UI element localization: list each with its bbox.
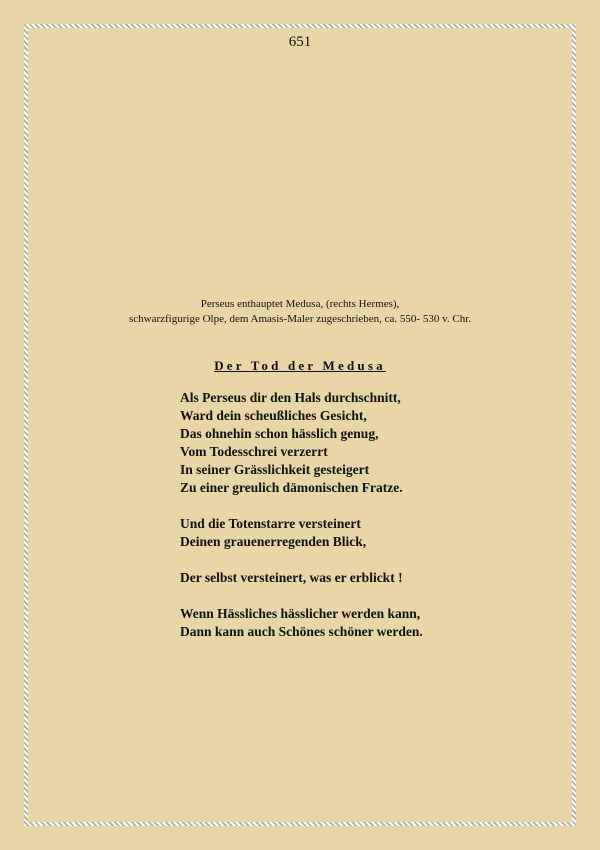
poem-line: Vom Todesschrei verzerrt [180, 444, 328, 459]
poem-line: Dann kann auch Schönes schöner werden. [180, 624, 423, 639]
caption-line: schwarzfigurige Olpe, dem Amasis-Maler zugeschrieben, ca. 550- 530 v. Chr. [128, 313, 471, 325]
poem-body [180, 389, 560, 659]
poem-line: Wenn Hässliches hässlicher werden kann, [180, 606, 421, 621]
poem-line: Als Perseus dir den Hals durchschnitt, [180, 390, 401, 405]
poem-stanza [180, 569, 560, 587]
caption-line: Perseus enthauptet Medusa, (rechts Hermes), [200, 298, 400, 310]
page-number: 651 [288, 34, 312, 50]
poem-line: Zu einer greulich dämonischen Fratze. [180, 480, 403, 495]
image-caption [0, 297, 600, 327]
poem-line: Deinen grauenerregenden Blick, [180, 534, 367, 549]
poem-stanza [180, 389, 560, 497]
poem-line: Ward dein scheußliches Gesicht, [180, 408, 367, 423]
poem-line: In seiner Grässlichkeit gesteigert [180, 462, 370, 477]
poem-stanza [180, 605, 560, 641]
poem-line: Und die Totenstarre versteinert [180, 516, 361, 531]
poem-title: Der Tod der Medusa [214, 358, 386, 373]
poem-line: Der selbst versteinert, was er erblickt ! [180, 570, 403, 585]
poem-stanza [180, 515, 560, 551]
poem-line: Das ohnehin schon hässlich genug, [180, 426, 379, 441]
